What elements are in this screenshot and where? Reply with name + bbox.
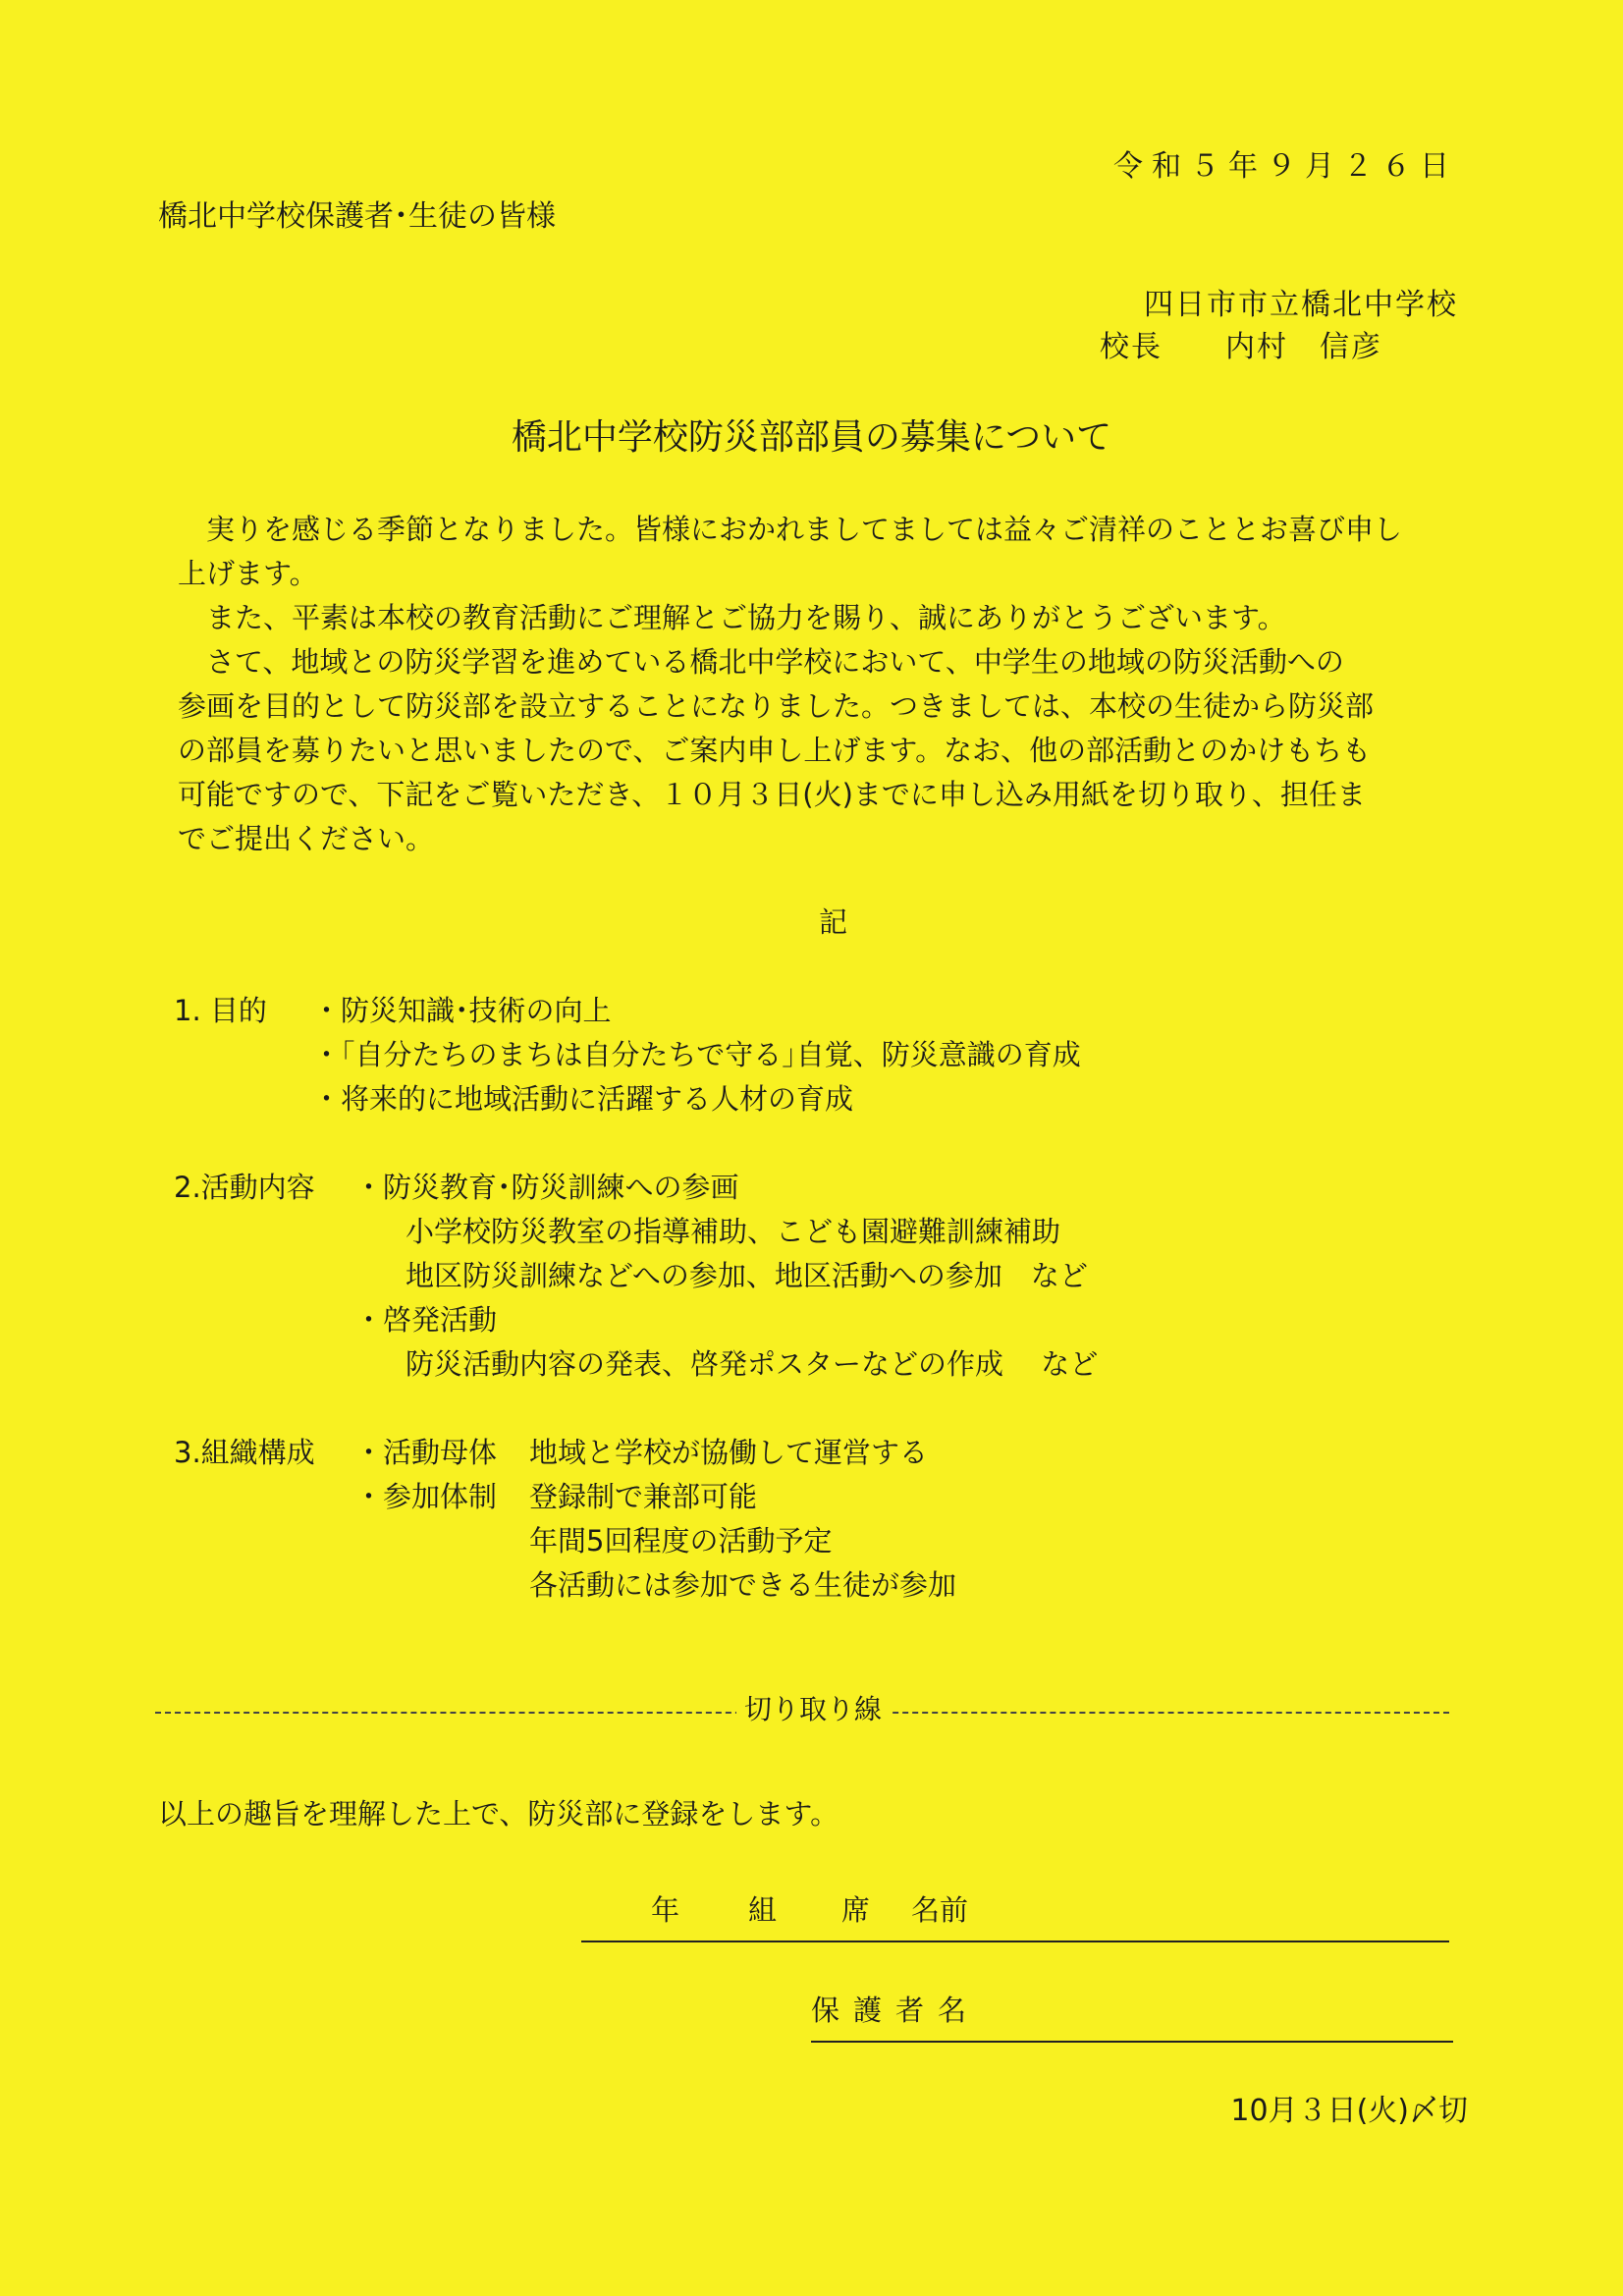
sender-principal: 校長 内村 信彦 xyxy=(1100,330,1382,364)
section-1-item: ・｢自分たちのまちは自分たちで守る｣自覚、防災意識の育成 xyxy=(312,1038,1081,1071)
deadline: 10月３日(火)〆切 xyxy=(1230,2094,1468,2128)
issue-date: 令和５年９月２６日 xyxy=(1113,149,1458,184)
body-line: でご提出ください。 xyxy=(178,822,435,855)
ki-heading: 記 xyxy=(819,905,848,939)
section-3-item: ・活動母体 xyxy=(354,1436,498,1469)
seat-label: 席 xyxy=(841,1893,871,1927)
section-2-item: 地区防災訓練などへの参加、地区活動への参加 など xyxy=(406,1259,1088,1292)
document-title: 橋北中学校防災部部員の募集について xyxy=(511,417,1112,458)
recipient: 橋北中学校保護者･生徒の皆様 xyxy=(158,199,556,234)
body-line: さて、地域との防災学習を進めている橋北中学校において、中学生の地域の防災活動への xyxy=(178,645,1344,679)
cut-line-label: 切り取り線 xyxy=(736,1693,890,1726)
registration-statement: 以上の趣旨を理解した上で、防災部に登録をします。 xyxy=(158,1797,839,1831)
year-label: 年 xyxy=(651,1893,680,1927)
body-line: 可能ですので、下記をご覧いただき、１０月３日(火)までに申し込み用紙を切り取り、担任ま xyxy=(178,778,1366,811)
body-line: 実りを感じる季節となりました。皆様におかれましてましては益々ご清祥のこととお喜び申し xyxy=(178,513,1403,546)
body-line: の部員を募りたいと思いましたので、ご案内申し上げます。なお、他の部活動とのかけもちも xyxy=(178,734,1372,767)
body-line: 参画を目的として防災部を設立することになりました。つきましては、本校の生徒から防災部 xyxy=(178,689,1375,723)
name-label: 名前 xyxy=(911,1893,969,1927)
section-1-item: ・将来的に地域活動に活躍する人材の育成 xyxy=(312,1082,854,1116)
section-2-item: 防災活動内容の発表、啓発ポスターなどの作成 など xyxy=(406,1347,1099,1381)
section-3-item: 各活動には参加できる生徒が参加 xyxy=(529,1568,957,1602)
section-1-label: 1. 目的 xyxy=(174,994,267,1027)
class-label: 組 xyxy=(748,1893,778,1927)
guardian-name-field[interactable] xyxy=(811,1994,1453,2043)
body-line: 上げます。 xyxy=(178,557,318,590)
section-2-item: 小学校防災教室の指導補助、こども園避難訓練補助 xyxy=(406,1215,1061,1248)
section-3-item: ・参加体制 xyxy=(354,1480,498,1513)
guardian-label: 保護者名 xyxy=(811,1994,981,2027)
section-3-item: 地域と学校が協働して運営する xyxy=(529,1436,929,1469)
section-3-item: 登録制で兼部可能 xyxy=(529,1480,758,1513)
section-3-label: 3.組織構成 xyxy=(174,1436,315,1469)
section-3-item: 年間5回程度の活動予定 xyxy=(529,1524,833,1558)
section-1-item: ・防災知識･技術の向上 xyxy=(312,994,612,1027)
body-text xyxy=(178,508,1464,861)
section-2-label: 2.活動内容 xyxy=(174,1171,315,1204)
sender-school: 四日市市立橋北中学校 xyxy=(1144,288,1458,322)
student-name-field[interactable] xyxy=(581,1893,1449,1942)
body-line: また、平素は本校の教育活動にご理解とご協力を賜り、誠にありがとうございます。 xyxy=(178,601,1286,634)
section-2-item: ・啓発活動 xyxy=(354,1303,498,1337)
section-2-item: ・防災教育･防災訓練への参画 xyxy=(354,1171,739,1204)
